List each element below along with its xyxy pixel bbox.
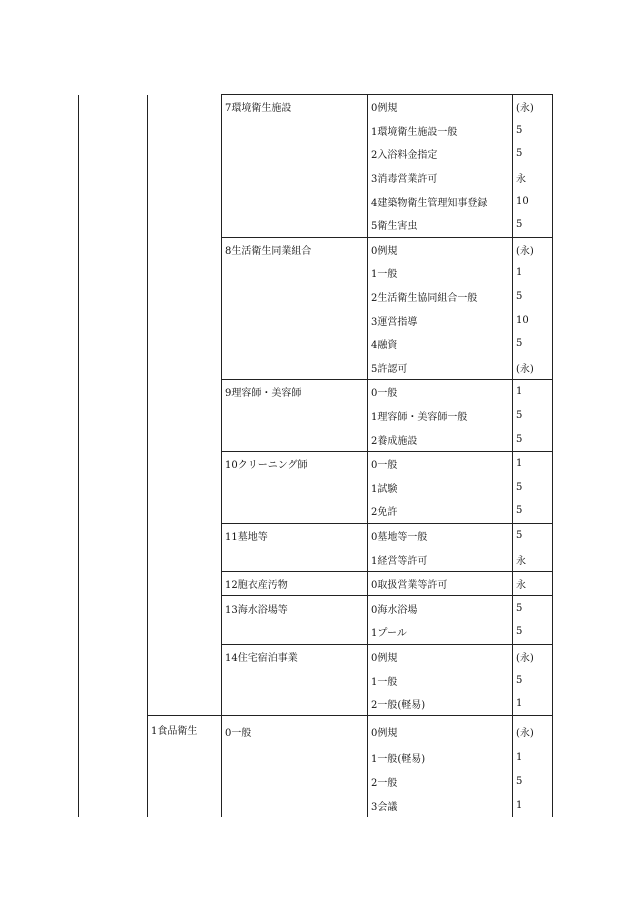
retention-period-cell: 5	[513, 668, 553, 692]
middle-category-cell	[222, 476, 368, 500]
middle-category-cell	[222, 620, 368, 644]
retention-period-cell: 5	[513, 523, 553, 547]
middle-category-cell	[222, 213, 368, 237]
retention-period-cell: 5	[513, 213, 553, 237]
table-row	[79, 499, 553, 523]
outer-column-cell	[79, 285, 148, 309]
minor-category-cell: 2一般(軽易)	[368, 692, 513, 716]
minor-category-cell: 2養成施設	[368, 427, 513, 451]
outer-column-cell	[79, 644, 148, 668]
table-row	[79, 189, 553, 213]
minor-category-cell: 1一般	[368, 668, 513, 692]
minor-category-cell: 1一般	[368, 261, 513, 285]
retention-period-cell: 5	[513, 770, 553, 794]
major-category-cell	[148, 571, 222, 596]
outer-column-cell	[79, 404, 148, 428]
major-category-cell	[148, 523, 222, 547]
middle-category-cell: 8生活衛生同業組合	[222, 237, 368, 261]
outer-column-cell	[79, 356, 148, 380]
major-category-cell	[148, 356, 222, 380]
retention-period-cell: 5	[513, 332, 553, 356]
outer-column-cell	[79, 596, 148, 620]
minor-category-cell: 4建築物衛生管理知事登録	[368, 189, 513, 213]
outer-column-cell	[79, 261, 148, 285]
minor-category-cell: 1環境衛生施設一般	[368, 119, 513, 143]
table-row	[79, 119, 553, 143]
table-row	[79, 356, 553, 380]
retention-period-cell: 1	[513, 692, 553, 716]
minor-category-cell: 1プール	[368, 620, 513, 644]
outer-column-cell	[79, 95, 148, 119]
major-category-cell	[148, 451, 222, 475]
minor-category-cell: 0例規	[368, 644, 513, 668]
retention-period-cell: 1	[513, 261, 553, 285]
major-category-cell	[148, 668, 222, 692]
middle-category-cell	[222, 166, 368, 190]
outer-column-cell	[79, 451, 148, 475]
minor-category-cell: 2生活衛生協同組合一般	[368, 285, 513, 309]
middle-category-cell	[222, 119, 368, 143]
table-row	[79, 380, 553, 404]
major-category-cell	[148, 261, 222, 285]
outer-column-cell	[79, 692, 148, 716]
retention-period-cell: (永)	[513, 356, 553, 380]
major-category-cell	[148, 142, 222, 166]
table-row	[79, 404, 553, 428]
retention-period-cell: 1	[513, 793, 553, 817]
outer-column-cell	[79, 499, 148, 523]
major-category-cell	[148, 427, 222, 451]
retention-period-cell: 10	[513, 308, 553, 332]
middle-category-cell	[222, 547, 368, 571]
outer-column-cell	[79, 523, 148, 547]
major-category-cell	[148, 166, 222, 190]
retention-period-cell: (永)	[513, 644, 553, 668]
middle-category-cell: 13海水浴場等	[222, 596, 368, 620]
outer-column-cell	[79, 142, 148, 166]
retention-period-cell: 1	[513, 746, 553, 770]
classification-table-body	[79, 95, 553, 817]
middle-category-cell	[222, 746, 368, 770]
middle-category-cell	[222, 142, 368, 166]
retention-period-cell: 5	[513, 404, 553, 428]
middle-category-cell: 9理容師・美容師	[222, 380, 368, 404]
minor-category-cell: 2入浴料金指定	[368, 142, 513, 166]
major-category-cell	[148, 644, 222, 668]
minor-category-cell: 3運営指導	[368, 308, 513, 332]
minor-category-cell: 2免許	[368, 499, 513, 523]
outer-column-cell	[79, 770, 148, 794]
table-row	[79, 166, 553, 190]
retention-period-cell: (永)	[513, 95, 553, 119]
middle-category-cell: 0一般	[222, 716, 368, 746]
retention-period-cell: 1	[513, 451, 553, 475]
middle-category-cell	[222, 793, 368, 817]
major-category-cell	[148, 793, 222, 817]
middle-category-cell	[222, 332, 368, 356]
major-category-cell	[148, 213, 222, 237]
middle-category-cell	[222, 285, 368, 309]
minor-category-cell: 3会議	[368, 793, 513, 817]
retention-period-cell: 5	[513, 119, 553, 143]
minor-category-cell: 5許認可	[368, 356, 513, 380]
major-category-cell	[148, 404, 222, 428]
outer-column-cell	[79, 237, 148, 261]
outer-column-cell	[79, 716, 148, 746]
retention-period-cell: 1	[513, 380, 553, 404]
minor-category-cell: 0一般	[368, 451, 513, 475]
retention-period-cell: (永)	[513, 716, 553, 746]
minor-category-cell: 5衛生害虫	[368, 213, 513, 237]
retention-period-cell: 5	[513, 499, 553, 523]
middle-category-cell: 7環境衛生施設	[222, 95, 368, 119]
minor-category-cell: 0例規	[368, 716, 513, 746]
major-category-cell	[148, 237, 222, 261]
outer-column-cell	[79, 668, 148, 692]
middle-category-cell: 14住宅宿泊事業	[222, 644, 368, 668]
middle-category-cell	[222, 308, 368, 332]
outer-column-cell	[79, 571, 148, 596]
outer-column-cell	[79, 746, 148, 770]
middle-category-cell	[222, 356, 368, 380]
outer-column-cell	[79, 166, 148, 190]
major-category-cell	[148, 499, 222, 523]
table-row	[79, 95, 553, 119]
minor-category-cell: 4融資	[368, 332, 513, 356]
retention-period-cell: 永	[513, 571, 553, 596]
major-category-cell	[148, 476, 222, 500]
table-row	[79, 746, 553, 770]
middle-category-cell	[222, 692, 368, 716]
minor-category-cell: 0海水浴場	[368, 596, 513, 620]
minor-category-cell: 1理容師・美容師一般	[368, 404, 513, 428]
minor-category-cell: 1経営等許可	[368, 547, 513, 571]
major-category-cell	[148, 189, 222, 213]
middle-category-cell	[222, 189, 368, 213]
middle-category-cell	[222, 427, 368, 451]
middle-category-cell	[222, 668, 368, 692]
retention-period-cell: 5	[513, 427, 553, 451]
middle-category-cell	[222, 499, 368, 523]
table-row	[79, 427, 553, 451]
table-row	[79, 237, 553, 261]
table-row	[79, 716, 553, 746]
table-row	[79, 793, 553, 817]
retention-period-cell: (永)	[513, 237, 553, 261]
outer-column-cell	[79, 793, 148, 817]
major-category-cell	[148, 95, 222, 119]
major-category-cell	[148, 547, 222, 571]
table-row	[79, 770, 553, 794]
retention-period-cell: 永	[513, 547, 553, 571]
outer-column-cell	[79, 427, 148, 451]
table-row	[79, 644, 553, 668]
outer-column-cell	[79, 476, 148, 500]
table-row	[79, 142, 553, 166]
major-category-cell: 1食品衛生	[148, 716, 222, 746]
retention-period-cell: 5	[513, 142, 553, 166]
major-category-cell	[148, 746, 222, 770]
table-row	[79, 476, 553, 500]
middle-category-cell	[222, 404, 368, 428]
major-category-cell	[148, 692, 222, 716]
major-category-cell	[148, 596, 222, 620]
minor-category-cell: 0取扱営業等許可	[368, 571, 513, 596]
table-row	[79, 261, 553, 285]
table-row	[79, 451, 553, 475]
table-row	[79, 285, 553, 309]
table-row	[79, 596, 553, 620]
major-category-cell	[148, 770, 222, 794]
outer-column-cell	[79, 332, 148, 356]
table-row	[79, 213, 553, 237]
retention-period-cell: 永	[513, 166, 553, 190]
minor-category-cell: 1試験	[368, 476, 513, 500]
outer-column-cell	[79, 213, 148, 237]
minor-category-cell: 0墓地等一般	[368, 523, 513, 547]
table-row	[79, 332, 553, 356]
middle-category-cell: 12胞衣産汚物	[222, 571, 368, 596]
outer-column-cell	[79, 380, 148, 404]
retention-period-cell: 5	[513, 596, 553, 620]
middle-category-cell	[222, 770, 368, 794]
classification-table	[78, 94, 553, 817]
table-row	[79, 523, 553, 547]
middle-category-cell: 10クリーニング師	[222, 451, 368, 475]
major-category-cell	[148, 119, 222, 143]
major-category-cell	[148, 308, 222, 332]
table-row	[79, 547, 553, 571]
outer-column-cell	[79, 547, 148, 571]
retention-period-cell: 5	[513, 285, 553, 309]
table-row	[79, 692, 553, 716]
minor-category-cell: 0一般	[368, 380, 513, 404]
retention-period-cell: 10	[513, 189, 553, 213]
retention-period-cell: 5	[513, 620, 553, 644]
minor-category-cell: 3消毒営業許可	[368, 166, 513, 190]
minor-category-cell: 0例規	[368, 95, 513, 119]
table-row	[79, 571, 553, 596]
minor-category-cell: 1一般(軽易)	[368, 746, 513, 770]
major-category-cell	[148, 380, 222, 404]
minor-category-cell: 2一般	[368, 770, 513, 794]
outer-column-cell	[79, 308, 148, 332]
minor-category-cell: 0例規	[368, 237, 513, 261]
major-category-cell	[148, 285, 222, 309]
retention-period-cell: 5	[513, 476, 553, 500]
outer-column-cell	[79, 620, 148, 644]
major-category-cell	[148, 332, 222, 356]
middle-category-cell	[222, 261, 368, 285]
middle-category-cell: 11墓地等	[222, 523, 368, 547]
table-row	[79, 620, 553, 644]
outer-column-cell	[79, 119, 148, 143]
table-row	[79, 668, 553, 692]
table-row	[79, 308, 553, 332]
outer-column-cell	[79, 189, 148, 213]
major-category-cell	[148, 620, 222, 644]
